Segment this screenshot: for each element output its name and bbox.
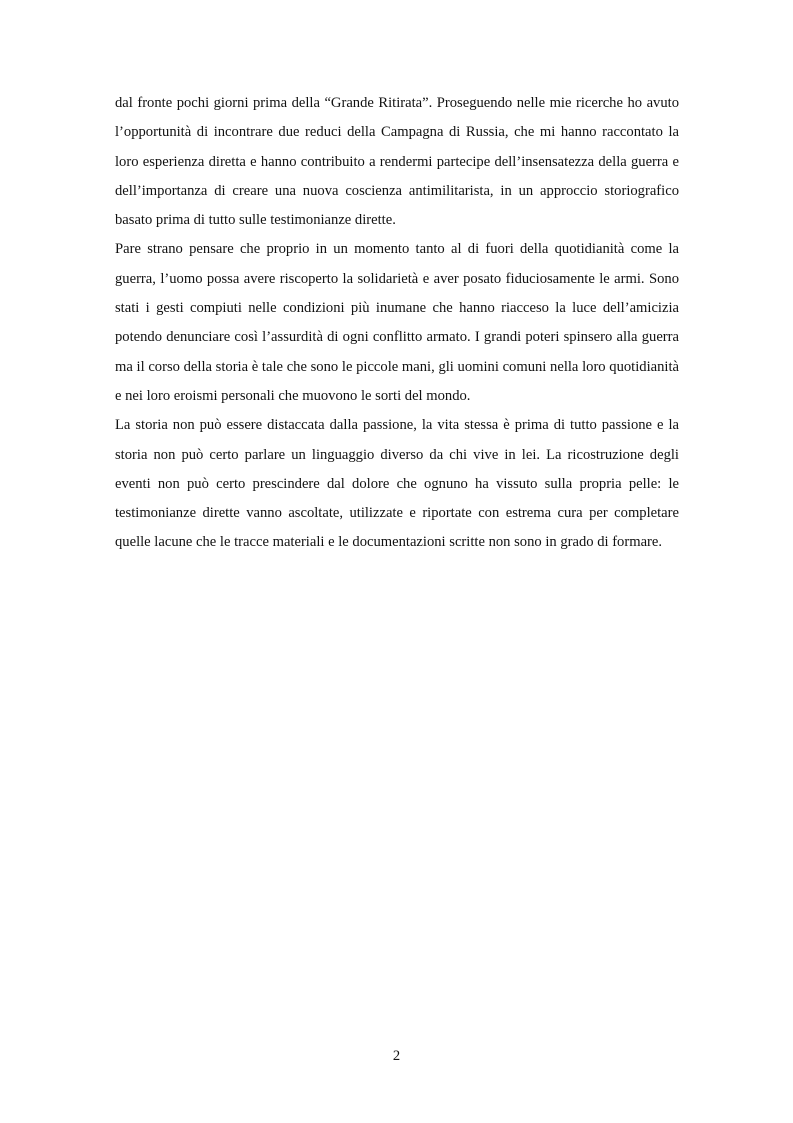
page-number: 2 — [392, 1048, 401, 1064]
body-text — [115, 89, 679, 558]
paragraph-1: dal fronte pochi giorni prima della “Grande Ritirata”. Proseguendo nelle mie ricerche ho avuto l’opportunità di incontrare due reduci della Campagna di Russia, che mi hanno raccontato la loro esperienza diretta e hanno contribuito a rendermi partecipe dell’insensatezza della guerra e dell’importanza di creare una nuova coscienza antimilitarista, in un approccio storiografico basato prima di tutto sulle testimonianze dirette. — [115, 95, 679, 229]
paragraph-2: Pare strano pensare che proprio in un momento tanto al di fuori della quotidianità come la guerra, l’uomo possa avere riscoperto la solidarietà e aver posato fiduciosamente le armi. Sono stati i gesti compiuti nelle condizioni più inumane che hanno riacceso la luce dell’amicizia potendo denunciare così l’assurdità di ogni conflitto armato. I grandi poteri spinsero alla guerra ma il corso della storia è tale che sono le piccole mani, gli uomini comuni nella loro quotidianità e nei loro eroismi personali che muovono le sorti del mondo. — [115, 241, 679, 404]
paragraph-3: La storia non può essere distaccata dalla passione, la vita stessa è prima di tutto passione e la storia non può certo parlare un linguaggio diverso da chi vive in lei. La ricostruzione degli eventi non può certo prescindere dal dolore che ognuno ha vissuto sulla propria pelle: le testimonianze dirette vanno ascoltate, utilizzate e riportate con estrema cura per completare quelle lacune che le tracce materiali e le documentazioni scritte non sono in grado di formare. — [115, 417, 679, 551]
